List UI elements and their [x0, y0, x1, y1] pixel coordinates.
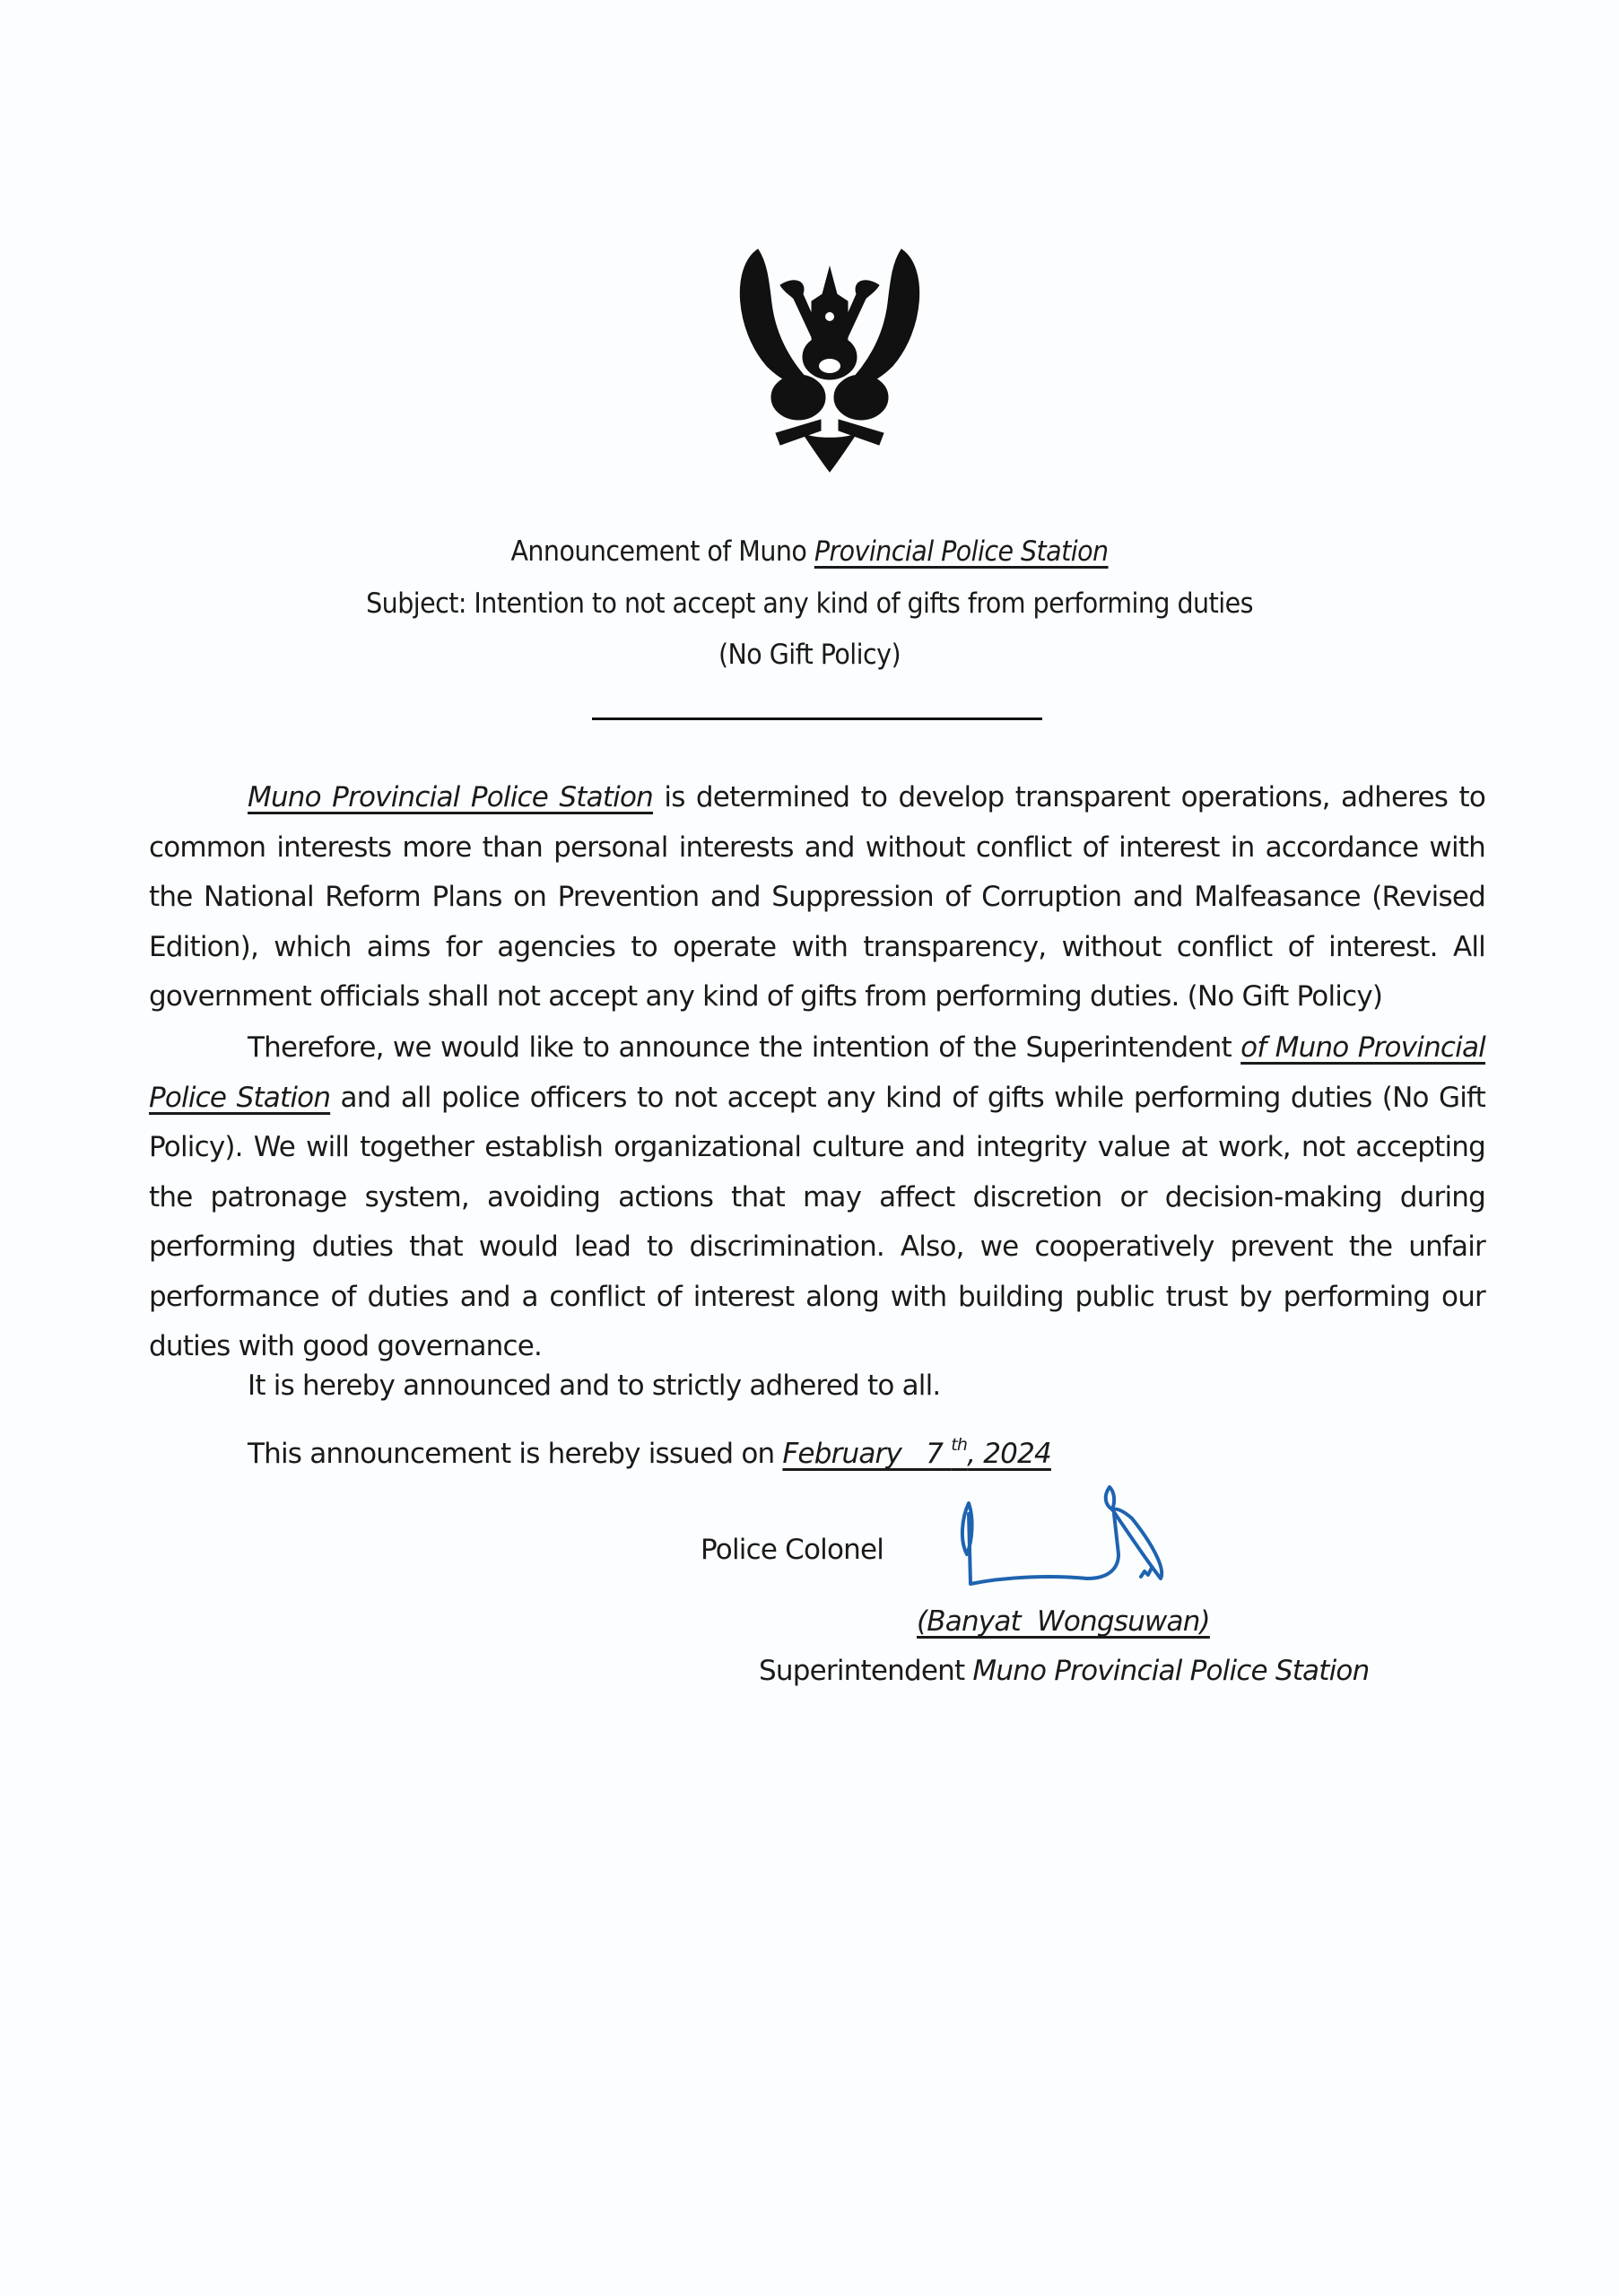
- issue-date-prefix: This announcement is hereby issued on: [248, 1438, 783, 1470]
- handwritten-signature: [953, 1478, 1186, 1595]
- issue-date-month-day: February 7: [782, 1438, 952, 1470]
- issue-date-year: , 2024: [967, 1438, 1051, 1470]
- closing-statement: It is hereby announced and to strictly adhered to all.: [248, 1370, 941, 1402]
- signatory-title-prefix: Superintendent: [759, 1655, 973, 1687]
- paragraph-2: [149, 1023, 1485, 1372]
- paragraph-2-station-name: of Muno Provincial Police Station: [149, 1031, 1485, 1114]
- issue-date-suffix: th: [951, 1435, 968, 1455]
- subject-line: Subject: Intention to not accept any kind of gifts from performing duties: [366, 587, 1253, 620]
- heading-prefix: Announcement of Muno: [510, 535, 814, 568]
- announcement-heading: [65, 535, 1554, 568]
- signatory-name-text: (Banyat Wongsuwan): [917, 1605, 1210, 1638]
- issue-date-line: [248, 1435, 1051, 1470]
- signatory-title: [759, 1655, 1369, 1687]
- paragraph-2-text-after: and all police officers to not accept any kind of gifts while performing duties (No Gift Policy). We will together establish organizational culture and integrity value at work, not accepting the patronage system, avoiding actions that may affect discretion or decision-making during performing duties that would lead to discrimination. Also, we cooperatively prevent the unfair performance of duties and a conflict of interest along with building public trust by performing our duties with good governance.: [149, 1081, 1485, 1362]
- heading-station-name: Provincial Police Station: [814, 535, 1109, 568]
- signatory-name: [917, 1605, 1210, 1638]
- signatory-station: Muno Provincial Police Station: [972, 1655, 1370, 1687]
- paragraph-1-station-name: Muno Provincial Police Station: [248, 781, 654, 813]
- paragraph-2-text-before: Therefore, we would like to announce the intention of the Superintendent: [248, 1031, 1241, 1064]
- policy-name: (No Gift Policy): [718, 639, 901, 671]
- heading-divider: [592, 718, 1042, 720]
- issue-date: [782, 1435, 1051, 1470]
- signatory-rank: Police Colonel: [701, 1534, 884, 1566]
- paragraph-1-text: is determined to develop transparent operations, adheres to common interests more than personal interests and without conflict of interest in accordance with the National Reform Plans on Prevention and Suppression of Corruption and Malfeasance (Revised Edition), which aims for agencies to operate with transparency, without conflict of interest. All government officials shall not accept any kind of gifts from performing duties. (No Gift Policy): [149, 781, 1486, 1013]
- garuda-emblem-icon: [722, 231, 937, 474]
- paragraph-1: [149, 773, 1485, 1022]
